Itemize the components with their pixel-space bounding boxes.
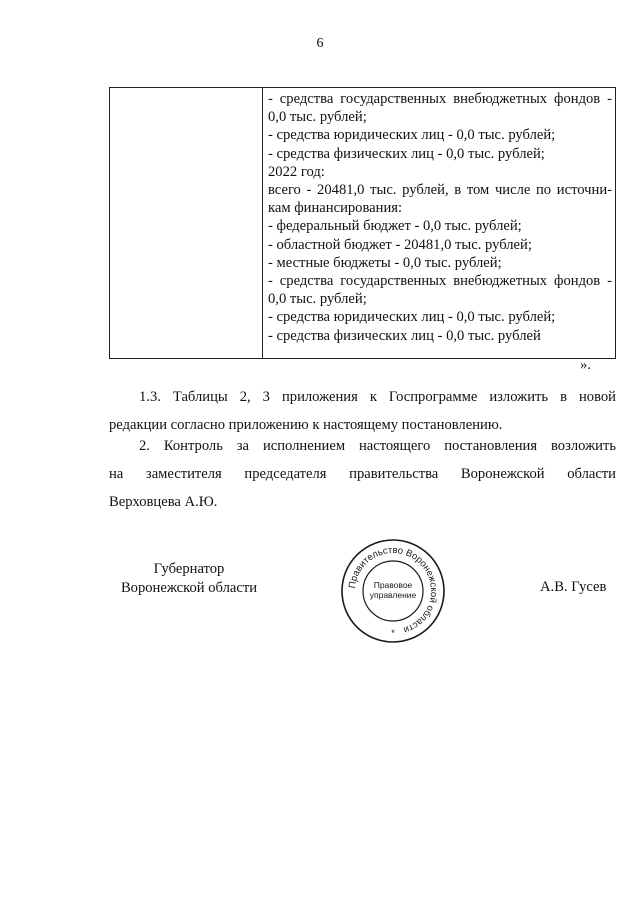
table-line: 2022 год: (268, 163, 325, 180)
signatory-title (109, 560, 269, 598)
table-line: кам финансирования: (268, 200, 403, 217)
table-line: 0,0 тыс. рублей; (268, 291, 367, 308)
official-stamp (340, 538, 446, 644)
table-cell-left (110, 88, 263, 359)
signatory-title-line: Воронежской области (120, 580, 258, 596)
paragraph-tables-amendment (109, 383, 616, 439)
table-cell-right (263, 88, 616, 359)
signatory-name: А.В. Гусев (540, 579, 607, 595)
stamp-center-line: управление (369, 590, 417, 600)
table-line: 0,0 тыс. рублей; (268, 109, 367, 126)
table-line: - средства юридических лиц - 0,0 тыс. рублей; (268, 127, 556, 144)
table-line: - средства государственных внебюджетных фондов - (268, 91, 612, 107)
table-line: - областной бюджет - 20481,0 тыс. рублей; (268, 236, 532, 253)
paragraph-line: на заместителя председателя правительства Воронежской области (109, 466, 616, 482)
stamp-center-line: Правовое (373, 580, 413, 590)
stamp-ring-text: Правительство Воронежской области (347, 544, 440, 636)
page-number: 6 (316, 36, 324, 51)
table-line: - средства физических лиц - 0,0 тыс. рублей; (268, 145, 545, 162)
paragraph-line: 1.3. Таблицы 2, 3 приложения к Госпрограмме изложить в новой (139, 389, 616, 405)
paragraph-control (109, 432, 616, 516)
closing-quote: ». (580, 357, 591, 373)
table-line: - федеральный бюджет - 0,0 тыс. рублей; (268, 218, 522, 235)
paragraph-line: 2. Контроль за исполнением настоящего постановления возложить (139, 438, 616, 454)
table-row (110, 88, 616, 359)
paragraph-line: Верховцева А.Ю. (109, 494, 218, 510)
stamp-star: * (391, 628, 395, 638)
table-line: - средства юридических лиц - 0,0 тыс. рублей; (268, 309, 556, 326)
signatory-title-line: Губернатор (153, 561, 225, 577)
financing-table (109, 87, 616, 359)
table-line: всего - 20481,0 тыс. рублей, в том числе по источни- (268, 182, 612, 199)
table-line: - средства государственных внебюджетных фондов - (268, 273, 612, 290)
paragraph-line: редакции согласно приложению к настоящему постановлению. (109, 417, 503, 433)
table-line: - местные бюджеты - 0,0 тыс. рублей; (268, 254, 502, 271)
table-line: - средства физических лиц - 0,0 тыс. рублей (268, 327, 541, 344)
